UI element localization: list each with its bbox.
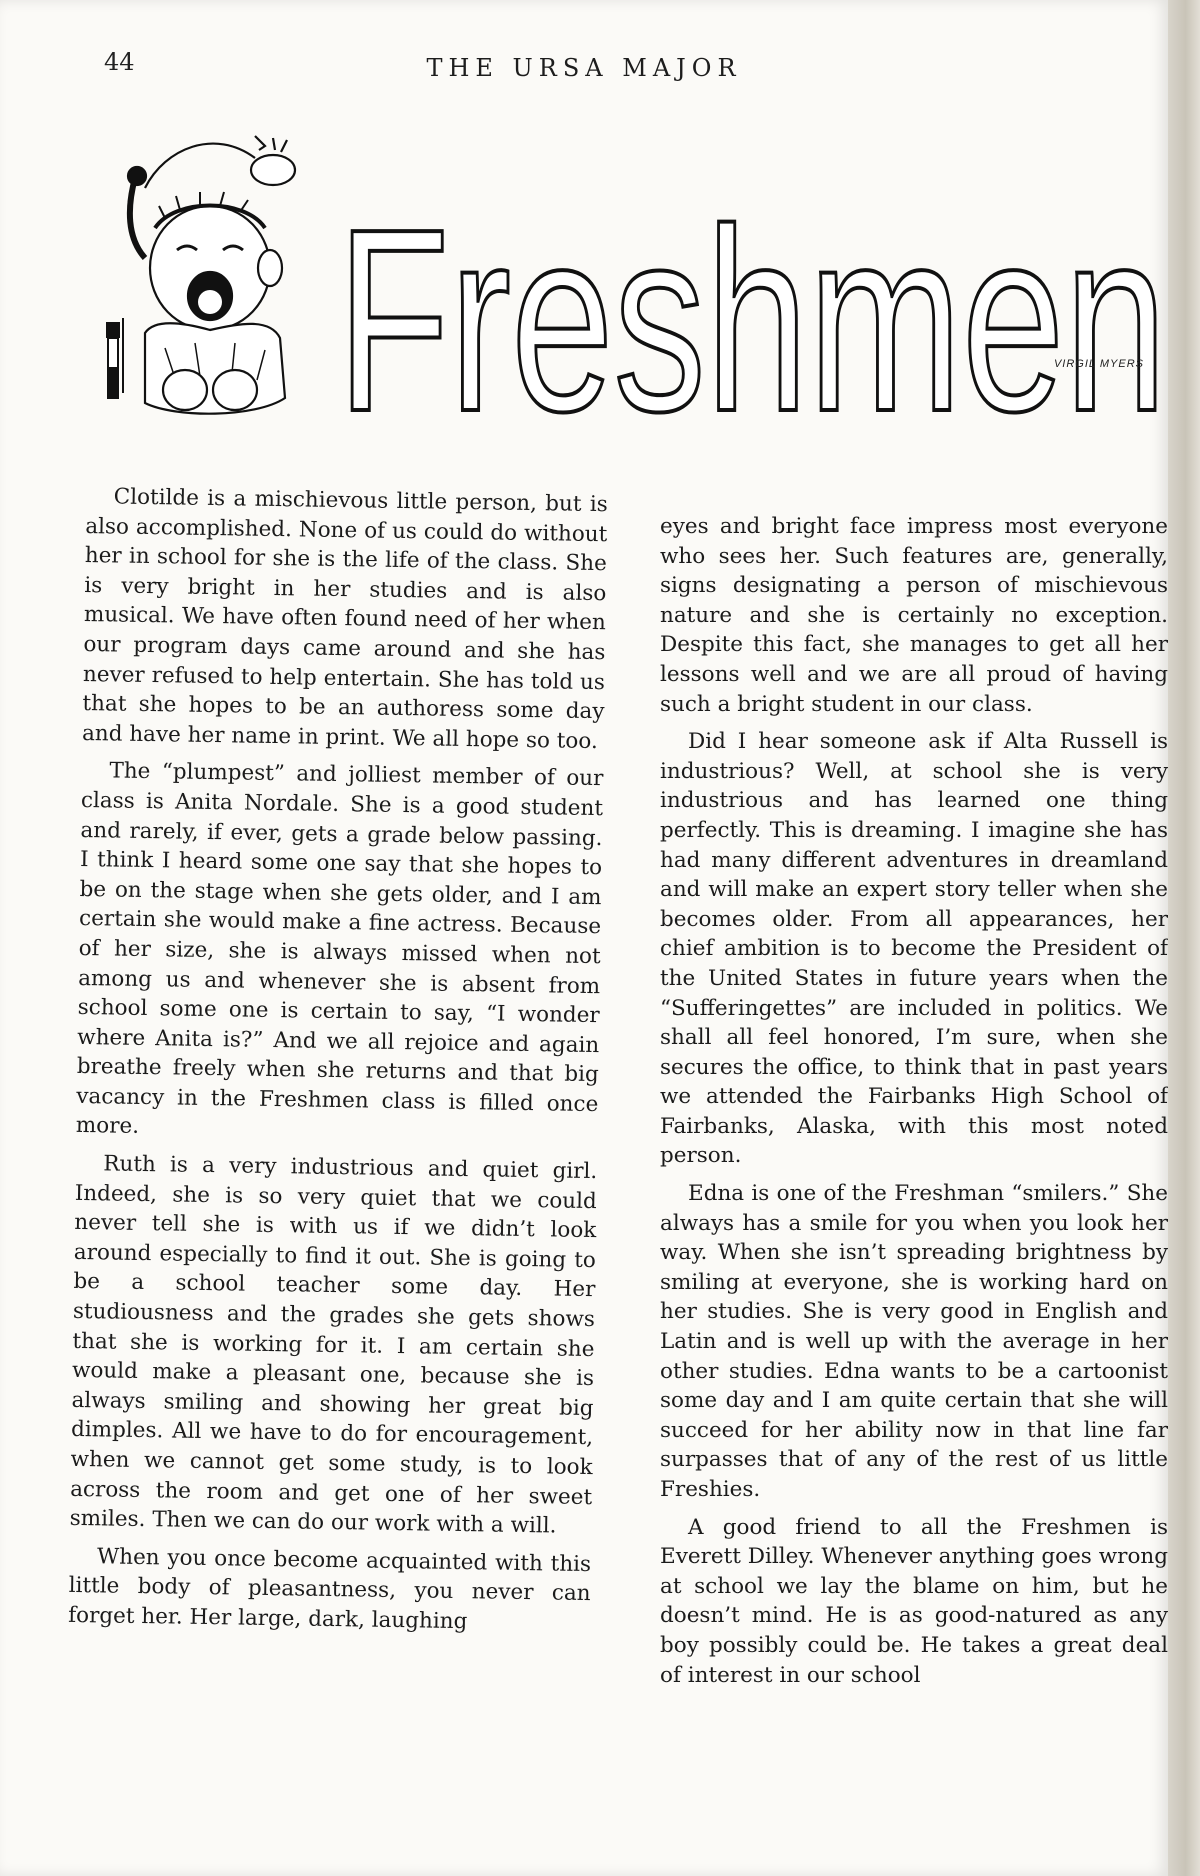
page-edge xyxy=(1168,0,1200,1876)
paragraph: The “plumpest” and jolliest member of our class is Anita Nordale. She is a good student and rarely, if ever, gets a grade below passing. I think I heard some one say that she hopes to be on the stage when she gets older, and I am certain she would make a fine actress. Because of her size, she is always missed when not among us and whenever she is absent from school some one is certain to say, “I wonder where Anita is?” And we all rejoice and again breathe freely when she returns and that big vacancy in the Freshmen class is filled once more. xyxy=(75,758,604,1140)
paragraph: eyes and bright face impress most everyone who sees her. Such features are, generally, signs designating a person of mischievous nature and she is certainly no exception. Despite this fact, she manages to get all her lessons well and we are all proud of having such a bright student in our class. xyxy=(660,514,1168,717)
left-column xyxy=(66,482,608,1790)
title-lettering xyxy=(337,118,1172,428)
title-text: Freshmen xyxy=(337,176,1167,428)
section-title xyxy=(337,118,1172,428)
paragraph: When you once become acquainted with this little body of pleasantness, you never can forget her. Her large, dark, laughing xyxy=(67,1544,592,1635)
artist-signature: VIRGIL MYERS xyxy=(1053,358,1144,370)
header-illustration xyxy=(105,118,1175,428)
paragraph: Edna is one of the Freshman “smilers.” She always has a smile for you when you look her way. When she isn’t spreading brightness by smiling at everyone, she is working hard on her studies. She is very good in English and Latin and is well up with the average in her other studies. Edna wants to be a cartoonist some day and I am quite certain that she will succeed for her ability now in that line far surpasses that of any of the rest of us little Freshies. xyxy=(660,1181,1168,1502)
paragraph: Did I hear someone ask if Alta Russell is industrious? Well, at school she is very industrious and has learned one thing perfectly. This is dreaming. I imagine she has had many different adventures in dreamland and will make an expert story teller when she becomes older. From all appearances, her chief ambition is to become the President of the United States in future years when the “Sufferingettes” are included in politics. We shall all feel honored, I’m sure, when she secures the office, to think that in past years we attended the Fairbanks High School of Fairbanks, Alaska, with this most noted person. xyxy=(660,729,1168,1169)
cartoon-freshman-illustration xyxy=(105,118,345,418)
paragraph: Ruth is a very industrious and quiet girl. Indeed, she is so very quiet that we could never tell she is with us if we didn’t look around especially to find it out. She is going to be a school teacher some day. Her studiousness and the grades she gets shows that she is working for it. I am certain she would make a pleasant one, because she is always smiling and showing her great big dimples. All we have to do for encouragement, when we cannot get some study, is to look across the room and get one of her sweet smiles. Then we can do our work with a will. xyxy=(69,1151,598,1539)
running-head: THE URSA MAJOR xyxy=(426,54,742,82)
page-number: 44 xyxy=(104,48,135,76)
right-column xyxy=(660,512,1168,1812)
paragraph: Clotilde is a mischievous little person, but is also accomplished. None of us could do without her in school for she is the life of the class. She is very bright in her studies and is also musical. We have often found need of her when our program days came around and she has never refused to help entertain. She has told us that she hopes to be an authoress some day and have her name in print. We all hope so too. xyxy=(81,484,608,754)
paragraph: A good friend to all the Freshmen is Everett Dilley. Whenever anything goes wrong at school we lay the blame on him, but he doesn’t mind. He is as good-natured as any boy possibly could be. He takes a great deal of interest in our school xyxy=(660,1514,1168,1688)
